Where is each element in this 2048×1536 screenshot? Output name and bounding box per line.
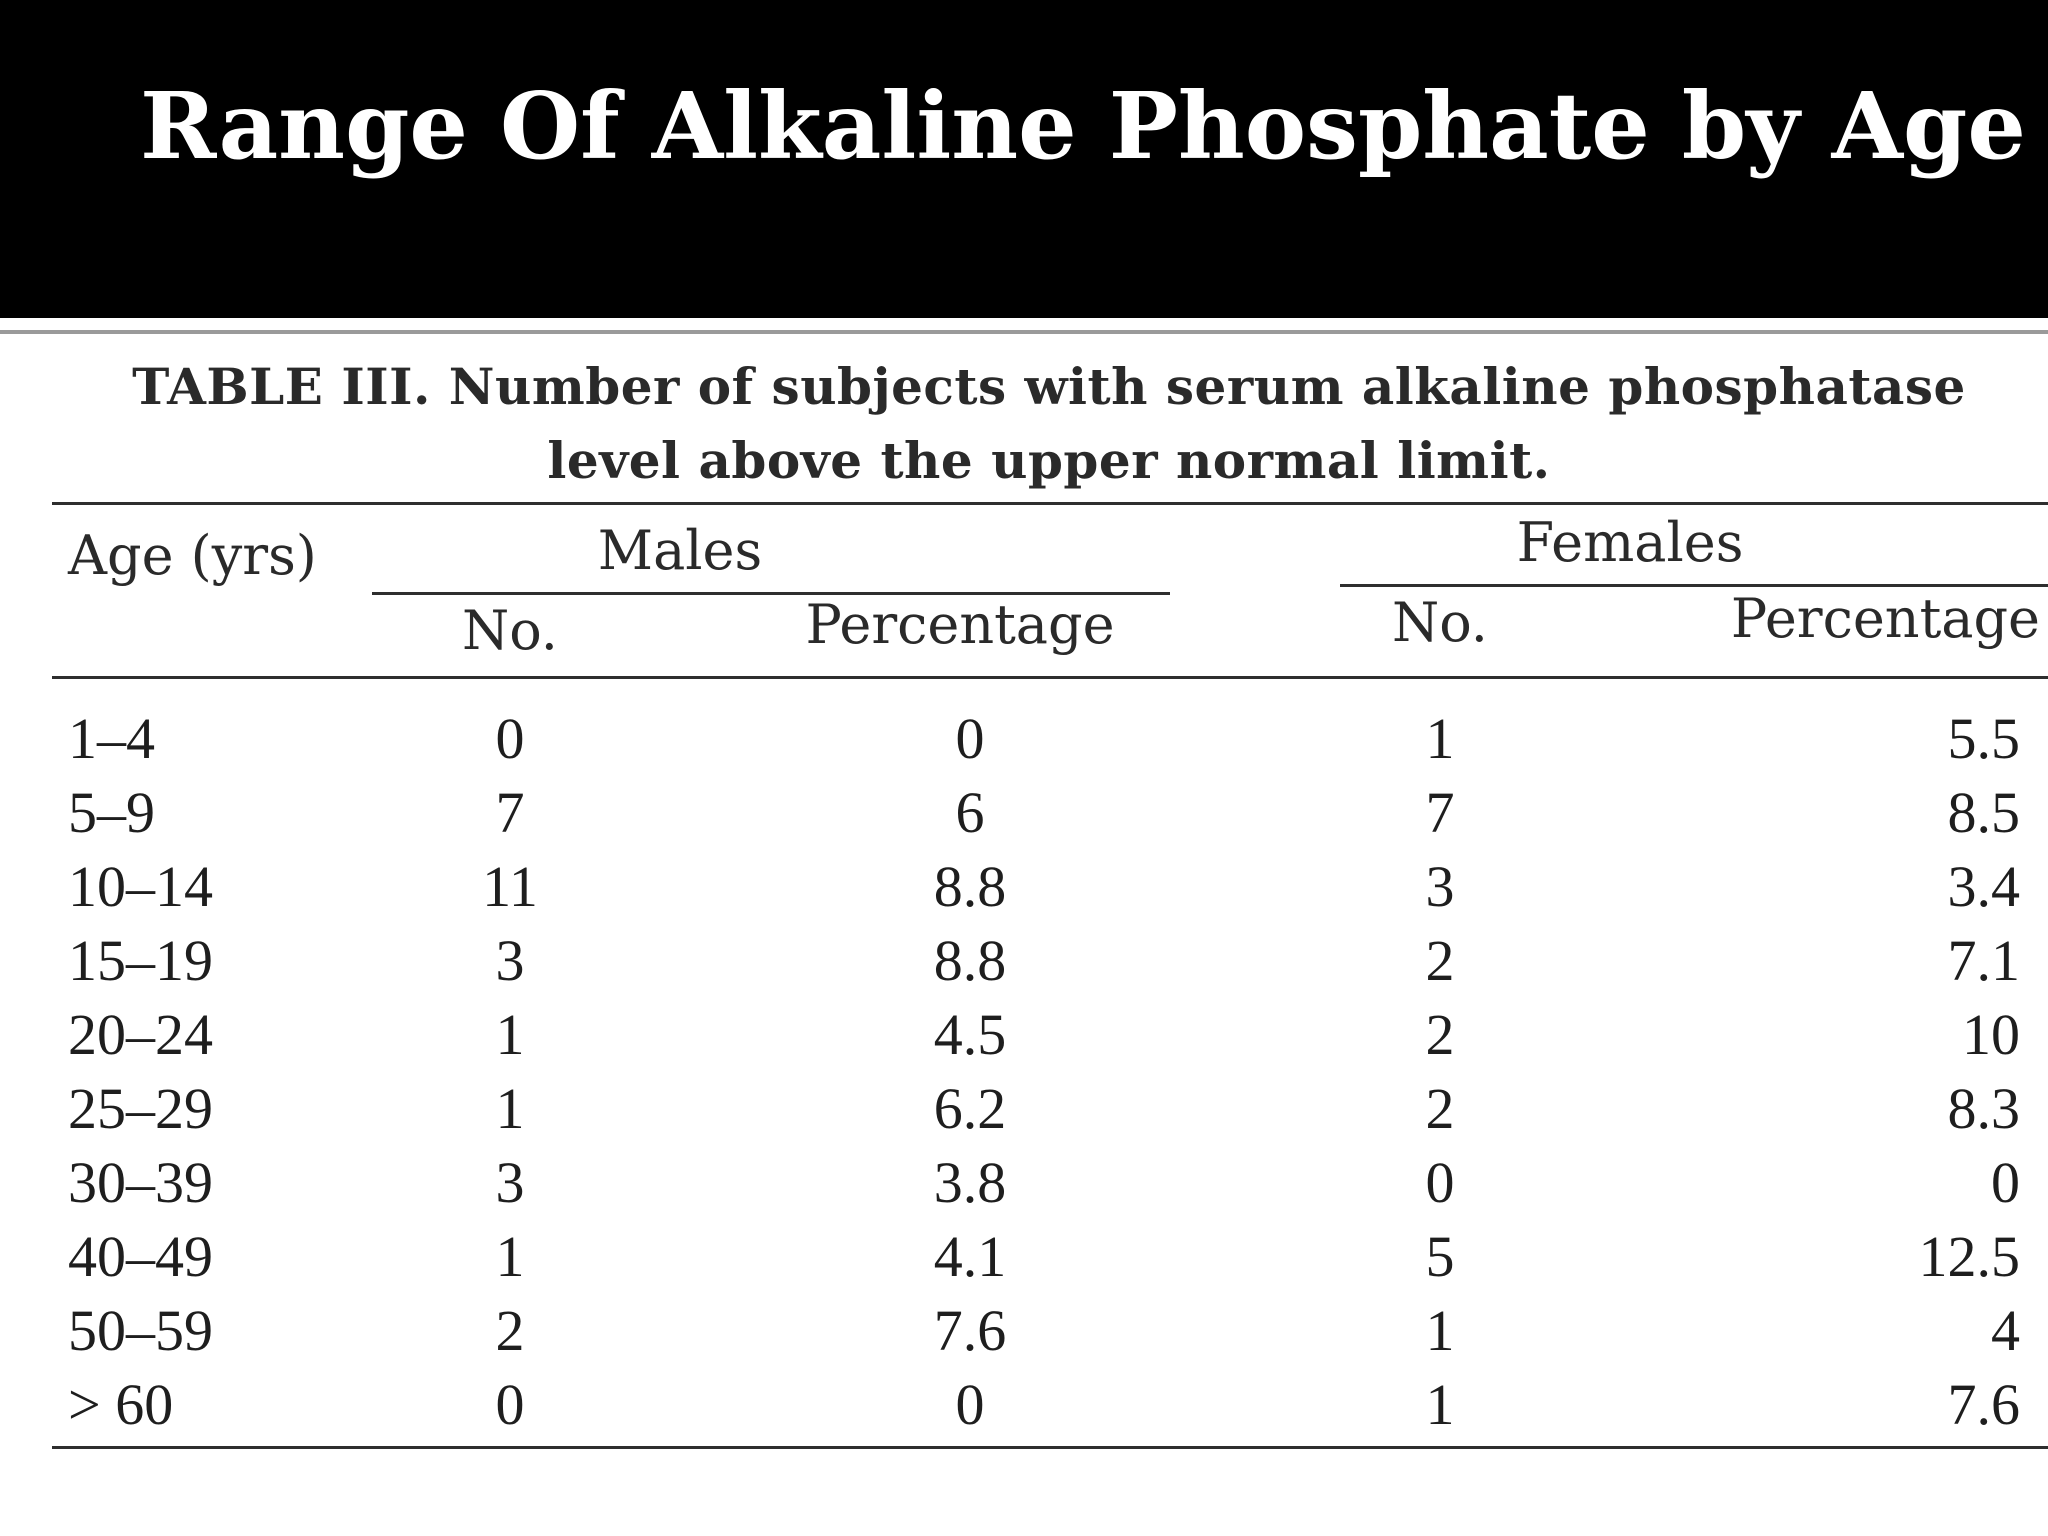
row-1-male-percentage: 0 [955,706,985,771]
row-5-male-no: 1 [495,1002,525,1067]
table-caption [60,350,2038,498]
title-bar [0,0,2048,318]
row-4-female-percentage: 7.1 [1947,928,2020,993]
row-7-female-no: 0 [1425,1150,1455,1215]
row-9-male-no: 2 [495,1298,525,1363]
row-4-male-no: 3 [495,928,525,993]
row-2-male-no: 7 [495,780,525,845]
row-9-age: 50–59 [68,1298,213,1363]
row-1-male-no: 0 [495,706,525,771]
row-4-age: 15–19 [68,928,213,993]
header-age: Age (yrs) [68,524,317,587]
row-8-female-percentage: 12.5 [1918,1224,2020,1289]
row-7-female-percentage: 0 [1991,1150,2020,1215]
table-bottom-rule [52,1446,2048,1449]
row-5-age: 20–24 [68,1002,213,1067]
row-2-male-percentage: 6 [955,780,985,845]
row-5-female-no: 2 [1425,1002,1455,1067]
row-6-male-percentage: 6.2 [933,1076,1007,1141]
header-female-no: No. [1392,591,1488,654]
row-3-female-no: 3 [1425,854,1455,919]
row-9-female-percentage: 4 [1991,1298,2020,1363]
row-3-male-percentage: 8.8 [933,854,1007,919]
row-1-female-no: 1 [1425,706,1455,771]
row-3-age: 10–14 [68,854,213,919]
row-10-female-no: 1 [1425,1372,1455,1437]
row-6-male-no: 1 [495,1076,525,1141]
row-2-female-percentage: 8.5 [1947,780,2020,845]
title-divider [0,318,2048,328]
header-females: Females [1516,511,1744,574]
row-7-age: 30–39 [68,1150,213,1215]
row-8-male-no: 1 [495,1224,525,1289]
header-bottom-rule [52,676,2048,679]
row-3-female-percentage: 3.4 [1947,854,2020,919]
row-6-age: 25–29 [68,1076,213,1141]
header-males: Males [597,519,763,582]
row-3-male-no: 11 [482,854,538,919]
header-female-percentage: Percentage [1730,587,2040,650]
row-1-female-percentage: 5.5 [1947,706,2020,771]
row-5-female-percentage: 10 [1962,1002,2020,1067]
row-9-male-percentage: 7.6 [933,1298,1007,1363]
row-2-female-no: 7 [1425,780,1455,845]
row-6-female-percentage: 8.3 [1947,1076,2020,1141]
row-10-male-no: 0 [495,1372,525,1437]
table-caption-line-2: level above the upper normal limit. [547,431,1551,490]
row-8-female-no: 5 [1425,1224,1455,1289]
row-7-male-no: 3 [495,1150,525,1215]
title-divider-line [0,330,2048,334]
table-top-rule [52,502,2048,505]
row-1-age: 1–4 [68,706,155,771]
row-8-age: 40–49 [68,1224,213,1289]
row-2-age: 5–9 [68,780,155,845]
header-male-percentage: Percentage [805,593,1115,656]
row-10-age: > 60 [68,1372,174,1437]
row-7-male-percentage: 3.8 [933,1150,1007,1215]
slide-title: Range Of Alkaline Phosphate by Age [140,72,2026,180]
row-10-female-percentage: 7.6 [1947,1372,2020,1437]
row-8-male-percentage: 4.1 [933,1224,1007,1289]
row-10-male-percentage: 0 [955,1372,985,1437]
row-6-female-no: 2 [1425,1076,1455,1141]
row-4-female-no: 2 [1425,928,1455,993]
header-male-no: No. [462,599,558,662]
row-4-male-percentage: 8.8 [933,928,1007,993]
row-5-male-percentage: 4.5 [933,1002,1007,1067]
table-caption-line-1: TABLE III. Number of subjects with serum alkaline phosphatase [132,357,1966,416]
row-9-female-no: 1 [1425,1298,1455,1363]
